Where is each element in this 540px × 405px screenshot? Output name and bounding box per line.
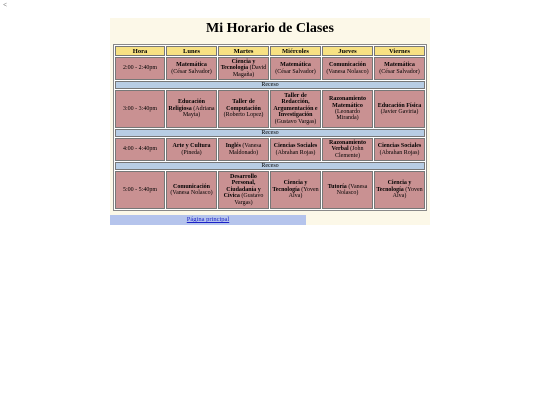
teacher-label: (Pineda) bbox=[181, 149, 202, 156]
class-cell bbox=[374, 138, 425, 161]
teacher-label: (Yoven Alva) bbox=[288, 186, 319, 200]
home-link[interactable]: Página principal bbox=[186, 216, 230, 223]
teacher-label: (Abrahan Rojas) bbox=[379, 149, 420, 156]
class-cell bbox=[270, 171, 321, 209]
teacher-label: (Javier Gaviria) bbox=[380, 109, 419, 115]
header-row bbox=[115, 46, 425, 56]
footer-bar bbox=[110, 215, 306, 225]
header-jueves: Jueves bbox=[322, 46, 373, 56]
teacher-label: (John Clemente) bbox=[335, 146, 364, 159]
teacher-label: (Gustavo Vargas) bbox=[234, 193, 264, 206]
class-cell bbox=[374, 171, 425, 209]
class-cell bbox=[270, 57, 321, 80]
header-miercoles: Miércoles bbox=[270, 46, 321, 56]
teacher-label: (David Magaña) bbox=[232, 65, 267, 78]
subject-label: Razonamiento Matemático bbox=[329, 96, 366, 109]
subject-label: Educación Física bbox=[377, 102, 422, 109]
class-cell bbox=[374, 90, 425, 128]
class-cell bbox=[218, 138, 269, 161]
subject-label: Desarrollo Personal, Ciudadanía y Cívica bbox=[223, 173, 261, 200]
teacher-label: (Abrahan Rojas) bbox=[275, 149, 316, 156]
subject-label: Comunicación bbox=[328, 62, 366, 69]
class-cell bbox=[166, 138, 217, 161]
back-link[interactable]: < bbox=[3, 1, 7, 9]
subject-label: Ciencia y Tecnología bbox=[272, 180, 308, 193]
time-cell: 5:00 - 5:40pm bbox=[115, 171, 165, 209]
class-cell bbox=[322, 171, 373, 209]
table-row bbox=[115, 138, 425, 161]
teacher-label: (Vanesa Nolasco) bbox=[170, 190, 213, 196]
subject-label: Matemática bbox=[280, 62, 311, 69]
subject-label: Tutoría bbox=[327, 183, 347, 190]
class-cell bbox=[374, 57, 425, 80]
subject-label: Ciencia y Tecnología bbox=[220, 58, 256, 72]
recess-cell: Receso bbox=[115, 162, 425, 170]
class-cell bbox=[322, 138, 373, 161]
class-cell bbox=[322, 90, 373, 128]
class-cell bbox=[322, 57, 373, 80]
teacher-label: (Leonardo Miranda) bbox=[335, 109, 360, 122]
header-lunes: Lunes bbox=[166, 46, 217, 56]
class-cell bbox=[166, 171, 217, 209]
subject-label: Matemática bbox=[176, 62, 207, 69]
recess-row bbox=[115, 162, 425, 170]
header-martes: Martes bbox=[218, 46, 269, 56]
subject-label: Educación Religiosa bbox=[168, 99, 205, 112]
subject-label: Ciencias Sociales bbox=[377, 143, 422, 150]
header-hora: Hora bbox=[115, 46, 165, 56]
recess-row bbox=[115, 81, 425, 89]
subject-label: Comunicación bbox=[172, 183, 210, 190]
teacher-label: (Vanesa Nolasco) bbox=[326, 68, 369, 75]
teacher-label: (César Salvador) bbox=[275, 68, 316, 75]
table-row bbox=[115, 90, 425, 128]
subject-label: Taller de Redacción, Argumentación e Investigación bbox=[273, 92, 318, 119]
table-row bbox=[115, 171, 425, 209]
subject-label: Ciencia y Tecnología bbox=[376, 180, 412, 193]
subject-label: Razonamiento Verbal bbox=[329, 139, 366, 153]
class-cell bbox=[218, 171, 269, 209]
subject-label: Matemática bbox=[384, 62, 415, 69]
header-viernes: Viernes bbox=[374, 46, 425, 56]
time-cell: 4:00 - 4:40pm bbox=[115, 138, 165, 161]
teacher-label: (Roberto Lopez) bbox=[223, 112, 264, 119]
subject-label: Inglés bbox=[225, 143, 241, 150]
subject-label: Ciencias Sociales bbox=[273, 143, 318, 150]
recess-cell: Receso bbox=[115, 81, 425, 89]
schedule-table bbox=[113, 44, 427, 211]
subject-label: Taller de Computación bbox=[226, 99, 261, 112]
schedule-panel bbox=[110, 18, 430, 225]
recess-cell: Receso bbox=[115, 129, 425, 137]
class-cell bbox=[166, 57, 217, 80]
class-cell bbox=[218, 57, 269, 80]
subject-label: Arte y Cultura bbox=[172, 143, 211, 150]
teacher-label: (Yoven Alva) bbox=[392, 186, 423, 200]
time-cell: 2:00 - 2:40pm bbox=[115, 57, 165, 80]
teacher-label: (César Salvador) bbox=[171, 68, 212, 75]
page-title: Mi Horario de Clases bbox=[206, 21, 334, 36]
class-cell bbox=[270, 138, 321, 161]
recess-row bbox=[115, 129, 425, 137]
class-cell bbox=[218, 90, 269, 128]
teacher-label: (Gustavo Vargas) bbox=[274, 118, 317, 125]
time-cell: 3:00 - 3:40pm bbox=[115, 90, 165, 128]
teacher-label: (Vanesa Nolasco) bbox=[336, 183, 368, 196]
teacher-label: (Adriana Mayta) bbox=[182, 105, 215, 119]
teacher-label: (Vanesa Maldonado) bbox=[228, 143, 262, 156]
teacher-label: (César Salvador) bbox=[379, 68, 420, 75]
table-row bbox=[115, 57, 425, 80]
class-cell bbox=[166, 90, 217, 128]
class-cell bbox=[270, 90, 321, 128]
